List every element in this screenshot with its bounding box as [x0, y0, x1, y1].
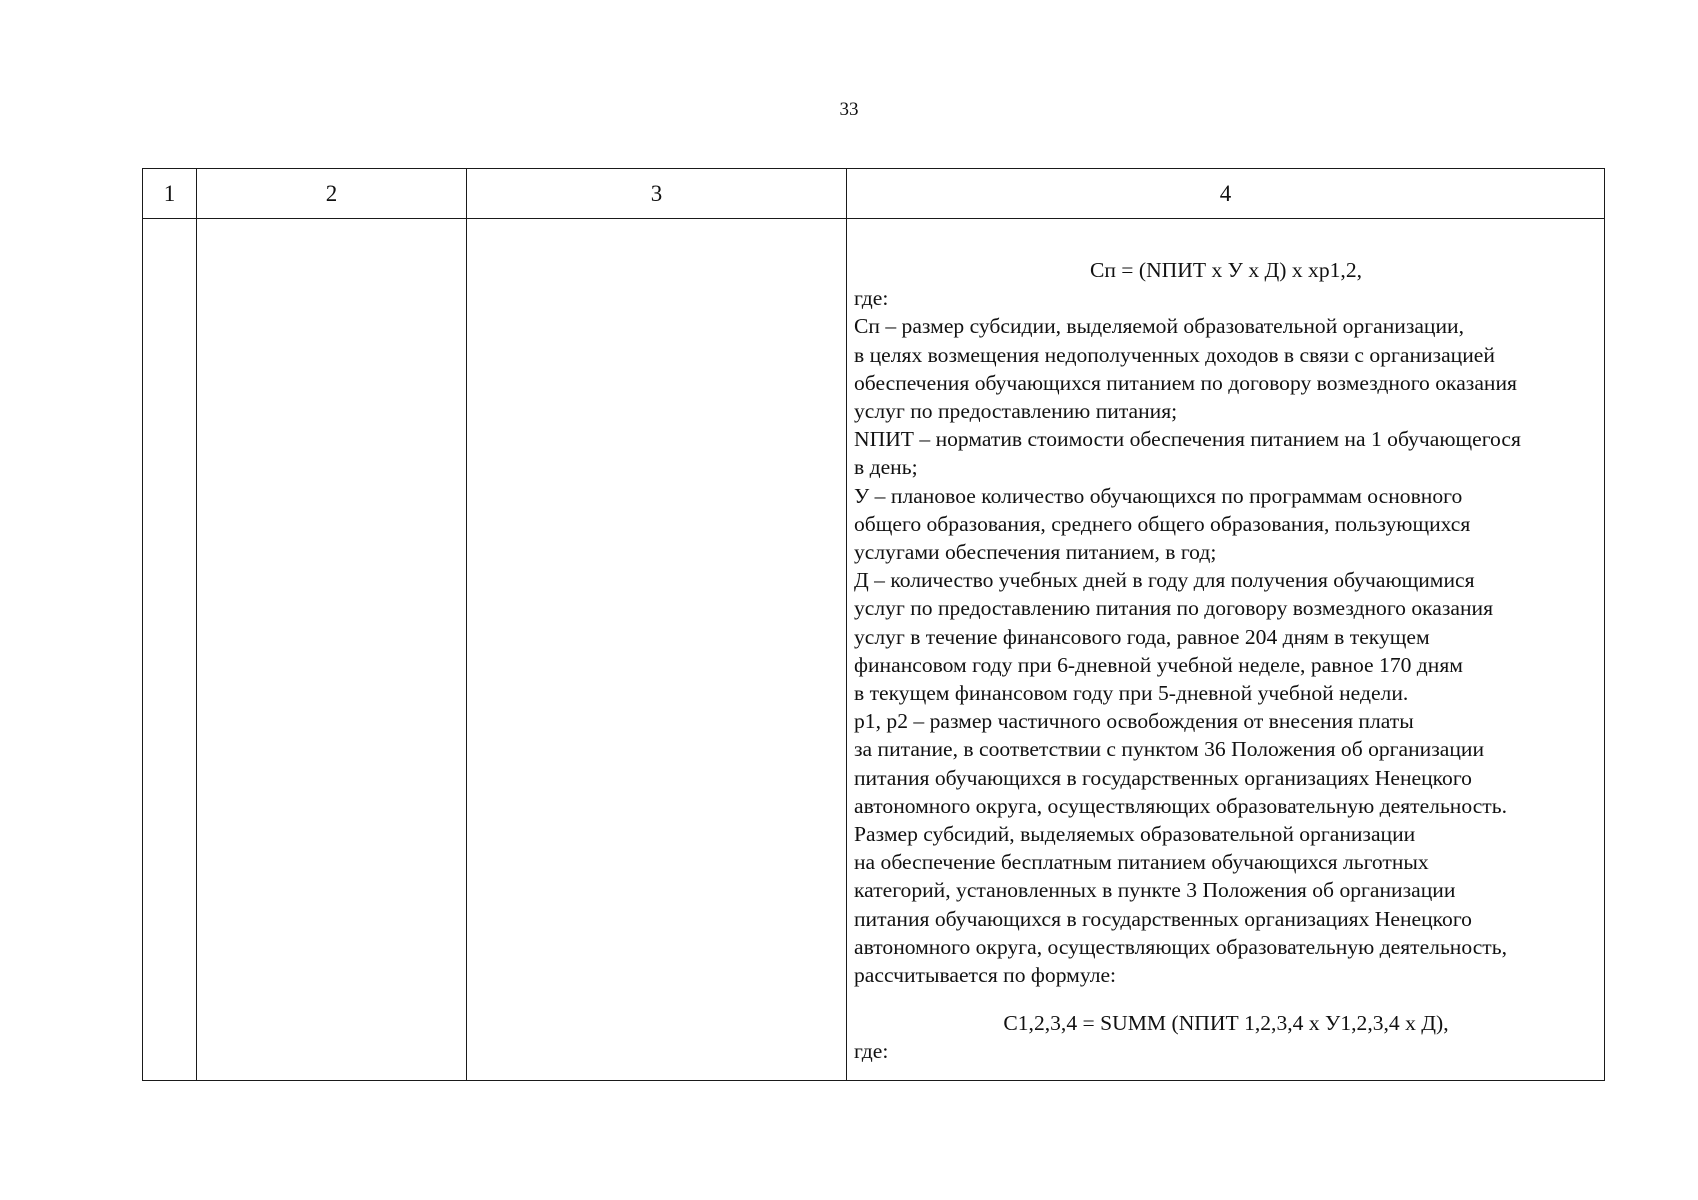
text-line: рассчитывается по формуле: [854, 963, 1117, 988]
text-line: на обеспечение бесплатным питанием обучающихся льготных [854, 850, 1429, 875]
text-line: У – плановое количество обучающихся по программам основного [854, 483, 1463, 508]
text-line: общего образования, среднего общего образования, пользующихся [854, 511, 1471, 536]
text-line: в текущем финансовом году при 5-дневной учебной недели. [854, 681, 1409, 706]
column-header-2: 2 [197, 169, 467, 219]
table-content-row [143, 219, 1605, 1081]
text-line: за питание, в соответствии с пунктом 36 Положения об организации [854, 737, 1485, 762]
table-header-row [143, 169, 1605, 219]
cell-column-4 [847, 219, 1605, 1081]
text-line: p1, p2 – размер частичного освобождения от внесения платы [854, 709, 1414, 734]
text-line: услуг по предоставлению питания по договору возмездного оказания [854, 596, 1494, 621]
formula-description [847, 219, 1604, 1066]
formula-subsidy: Сп = (NПИТ x У x Д) x xp1,2, [1089, 258, 1363, 282]
column-header-3: 3 [467, 169, 847, 219]
document-table [142, 168, 1605, 1081]
spacer [854, 989, 1598, 1009]
text-line: Сп – размер субсидии, выделяемой образовательной организации, [854, 314, 1465, 339]
text-line: NПИТ – норматив стоимости обеспечения питанием на 1 обучающегося [854, 427, 1521, 452]
text-line: обеспечения обучающихся питанием по договору возмездного оказания [854, 370, 1517, 395]
formula-sum: С1,2,3,4 = SUMM (NПИТ 1,2,3,4 x У1,2,3,4 x Д), [1003, 1011, 1449, 1036]
cell-column-2 [197, 219, 467, 1081]
text-line: питания обучающихся в государственных организациях Ненецкого [854, 765, 1472, 790]
text-line: Размер субсидий, выделяемых образовательной организации [854, 822, 1416, 847]
text-line: категорий, установленных в пункте 3 Положения об организации [854, 878, 1456, 903]
column-header-4: 4 [847, 169, 1605, 219]
text-line: питания обучающихся в государственных организациях Ненецкого [854, 906, 1472, 931]
text-line: в день; [854, 455, 918, 480]
text-line: услуг по предоставлению питания; [854, 399, 1178, 424]
text-line: в целях возмещения недополученных доходов в связи с организацией [854, 342, 1495, 367]
text-line: финансовом году при 6-дневной учебной неделе, равное 170 дням [854, 652, 1463, 677]
text-line: автономного округа, осуществляющих образовательную деятельность. [854, 793, 1507, 818]
text-line: услугами обеспечения питанием, в год; [854, 540, 1217, 565]
where-label: где: [854, 286, 889, 311]
cell-column-1 [143, 219, 197, 1081]
text-line: автономного округа, осуществляющих образовательную деятельность, [854, 934, 1507, 959]
cell-column-3 [467, 219, 847, 1081]
where-label: где: [854, 1039, 889, 1064]
page-number: 33 [839, 99, 859, 120]
text-line: Д – количество учебных дней в году для получения обучающимися [854, 568, 1475, 593]
text-line: услуг в течение финансового года, равное 204 дням в текущем [854, 624, 1430, 649]
column-header-1: 1 [143, 169, 197, 219]
